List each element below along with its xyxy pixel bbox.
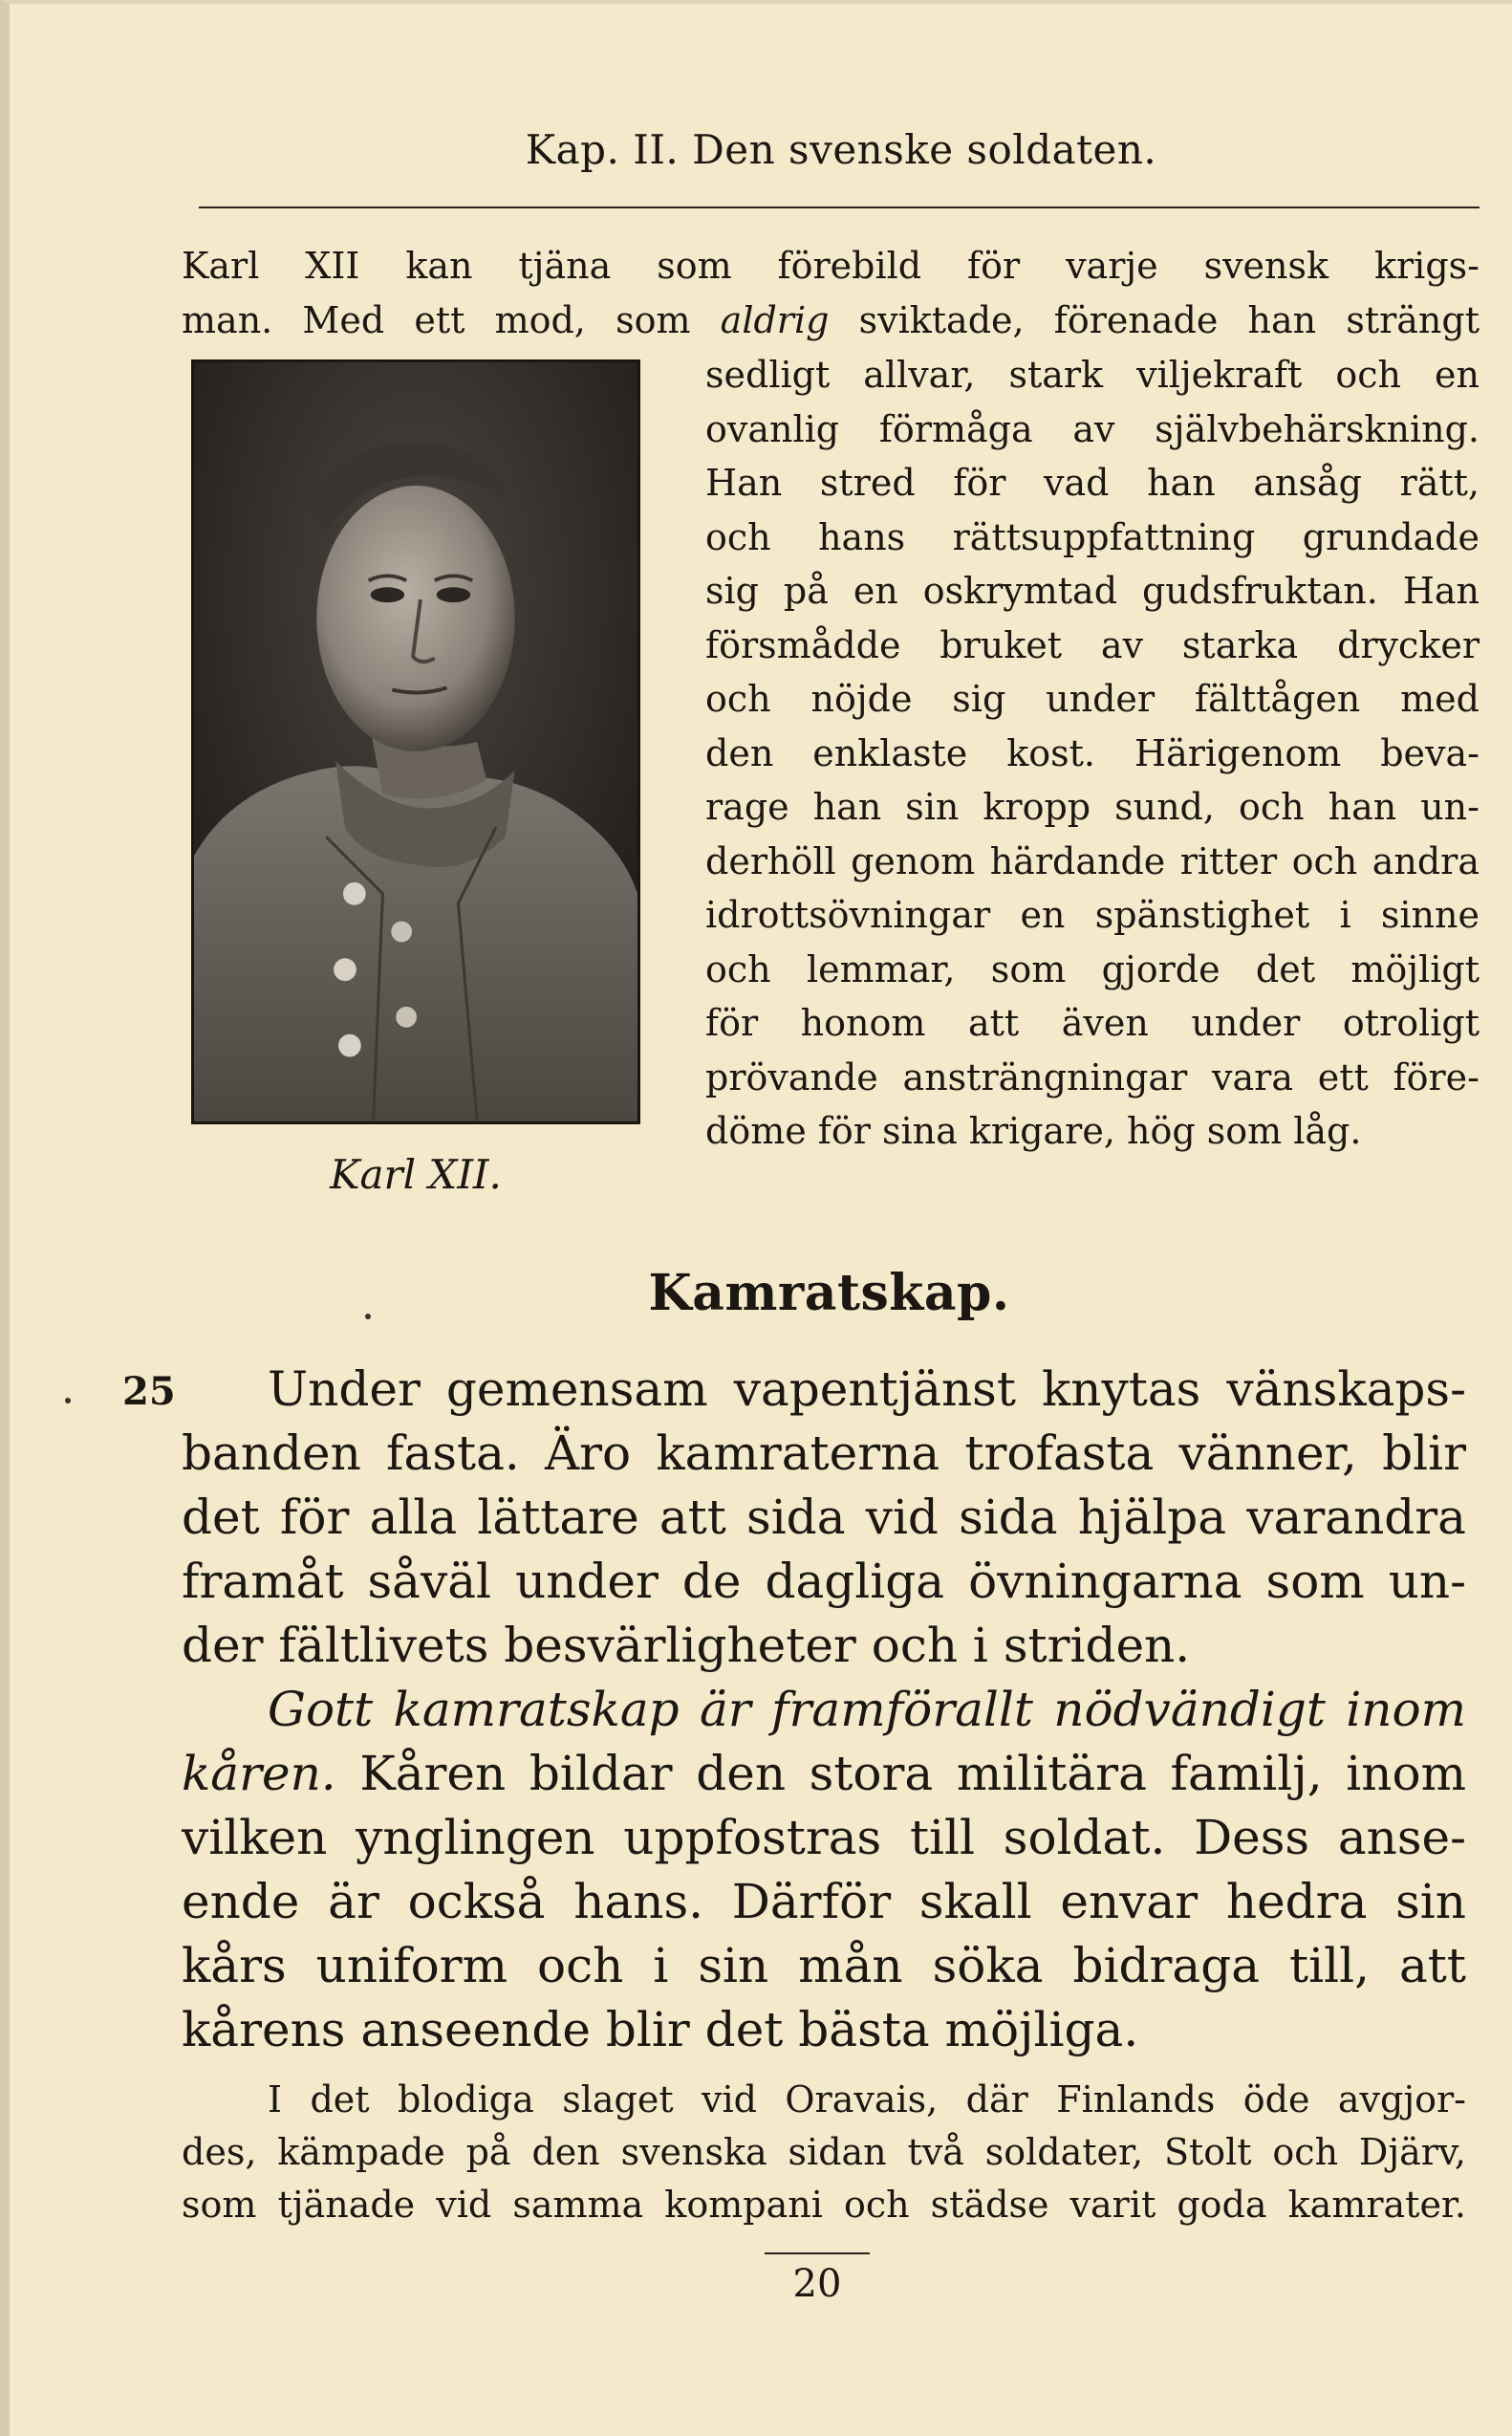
intro-wrap-line: försmådde bruket av starka drycker [705, 623, 1480, 666]
intro-wrap-line: sedligt allvar, stark viljekraft och en [705, 354, 1480, 396]
paragraph-line [182, 1742, 1466, 1806]
section-heading: Kamratskap. [648, 1264, 1010, 1322]
intro-wrap-line: sig på en oskrymtad gudsfruktan. Han [705, 570, 1480, 612]
note-line: I det blodiga slaget vid Oravais, där Finlands öde avgjor- [268, 2078, 1466, 2121]
note-line: som tjänade vid samma kompani och städse varit goda kamrater. [182, 2184, 1466, 2226]
paragraph-line-emphasis: Gott kamratskap är framförallt nödvändigt inom [268, 1682, 1466, 1737]
footer-rule [765, 2252, 870, 2254]
section-paragraph-2 [182, 1678, 1466, 2062]
intro-wrap-line: och hans rättsuppfattning grundade [705, 515, 1480, 558]
intro-line-2-end: sviktade, förenade han strängt [829, 298, 1480, 341]
intro-wrap-line: ovanlig förmåga av självbehärskning. [705, 407, 1480, 450]
intro-wrap-line: och lemmar, som gjorde det möjligt [705, 947, 1480, 990]
paragraph-line: banden fasta. Äro kamraterna trofasta vänner, blir [182, 1425, 1466, 1481]
intro-wrap-line: för honom att även under otroligt [705, 1002, 1480, 1044]
intro-wrap-line: Han stred för vad han ansåg rätt, [705, 462, 1480, 504]
intro-line-2-start: man. Med ett mod, som [182, 298, 721, 341]
paragraph-line: der fältlivets besvärligheter och i striden. [182, 1618, 1191, 1673]
intro-wrap-line: och nöjde sig under fälttågen med [705, 678, 1480, 720]
portrait-caption: Karl XII. [330, 1151, 502, 1198]
paragraph-line: kårs uniform och i sin mån söka bidraga till, att [182, 1938, 1466, 1993]
paragraph-line: ende är också hans. Därför skall envar hedra sin [182, 1874, 1466, 1929]
intro-wrap-line: prövande ansträngningar vara ett före- [705, 1055, 1480, 1098]
intro-wrap-line: den enklaste kost. Härigenom beva- [705, 731, 1480, 774]
section-paragraph-1 [182, 1358, 1466, 1678]
paragraph-line: det för alla lättare att sida vid sida hjälpa varandra [182, 1490, 1466, 1545]
intro-wrap-line: idrottsövningar en spänstighet i sinne [705, 894, 1480, 936]
paragraph-line: Under gemensam vapentjänst knytas vänskaps- [268, 1361, 1466, 1417]
stray-dot-mark [65, 1398, 71, 1403]
page-number: 20 [792, 2262, 842, 2306]
intro-paragraph-wrap [705, 348, 1480, 1159]
paragraph-line: kårens anseende blir det bästa möjliga. [182, 2002, 1139, 2057]
intro-emphasis-aldrig: aldrig [720, 298, 830, 341]
paragraph-line: vilken ynglingen uppfostras till soldat. Dess anse- [182, 1810, 1466, 1865]
portrait-engraving [194, 362, 637, 1121]
note-line: des, kämpade på den svenska sidan två soldater, Stolt och Djärv, [182, 2131, 1466, 2173]
note-paragraph [182, 2074, 1466, 2231]
portrait-image [191, 359, 640, 1124]
running-head: Kap. II. Den svenske soldaten. [525, 126, 1157, 173]
intro-wrap-line: döme för sina krigare, hög som låg. [705, 1110, 1362, 1152]
header-rule [199, 207, 1480, 208]
emphasis-karen: kåren. [182, 1746, 336, 1801]
paragraph-line: framåt såväl under de dagliga övningarna som un- [182, 1554, 1466, 1609]
margin-paragraph-number: 25 [122, 1369, 176, 1414]
intro-line-1: Karl XII kan tjäna som förebild för varje svensk krigs- [182, 245, 1480, 287]
intro-line-2 [182, 294, 1480, 348]
intro-wrap-line: derhöll genom härdande ritter och andra [705, 839, 1480, 882]
paragraph-line-rest: Kåren bildar den stora militära familj, inom [335, 1746, 1466, 1801]
intro-paragraph-top [182, 239, 1480, 347]
intro-wrap-line: rage han sin kropp sund, och han un- [705, 786, 1480, 828]
